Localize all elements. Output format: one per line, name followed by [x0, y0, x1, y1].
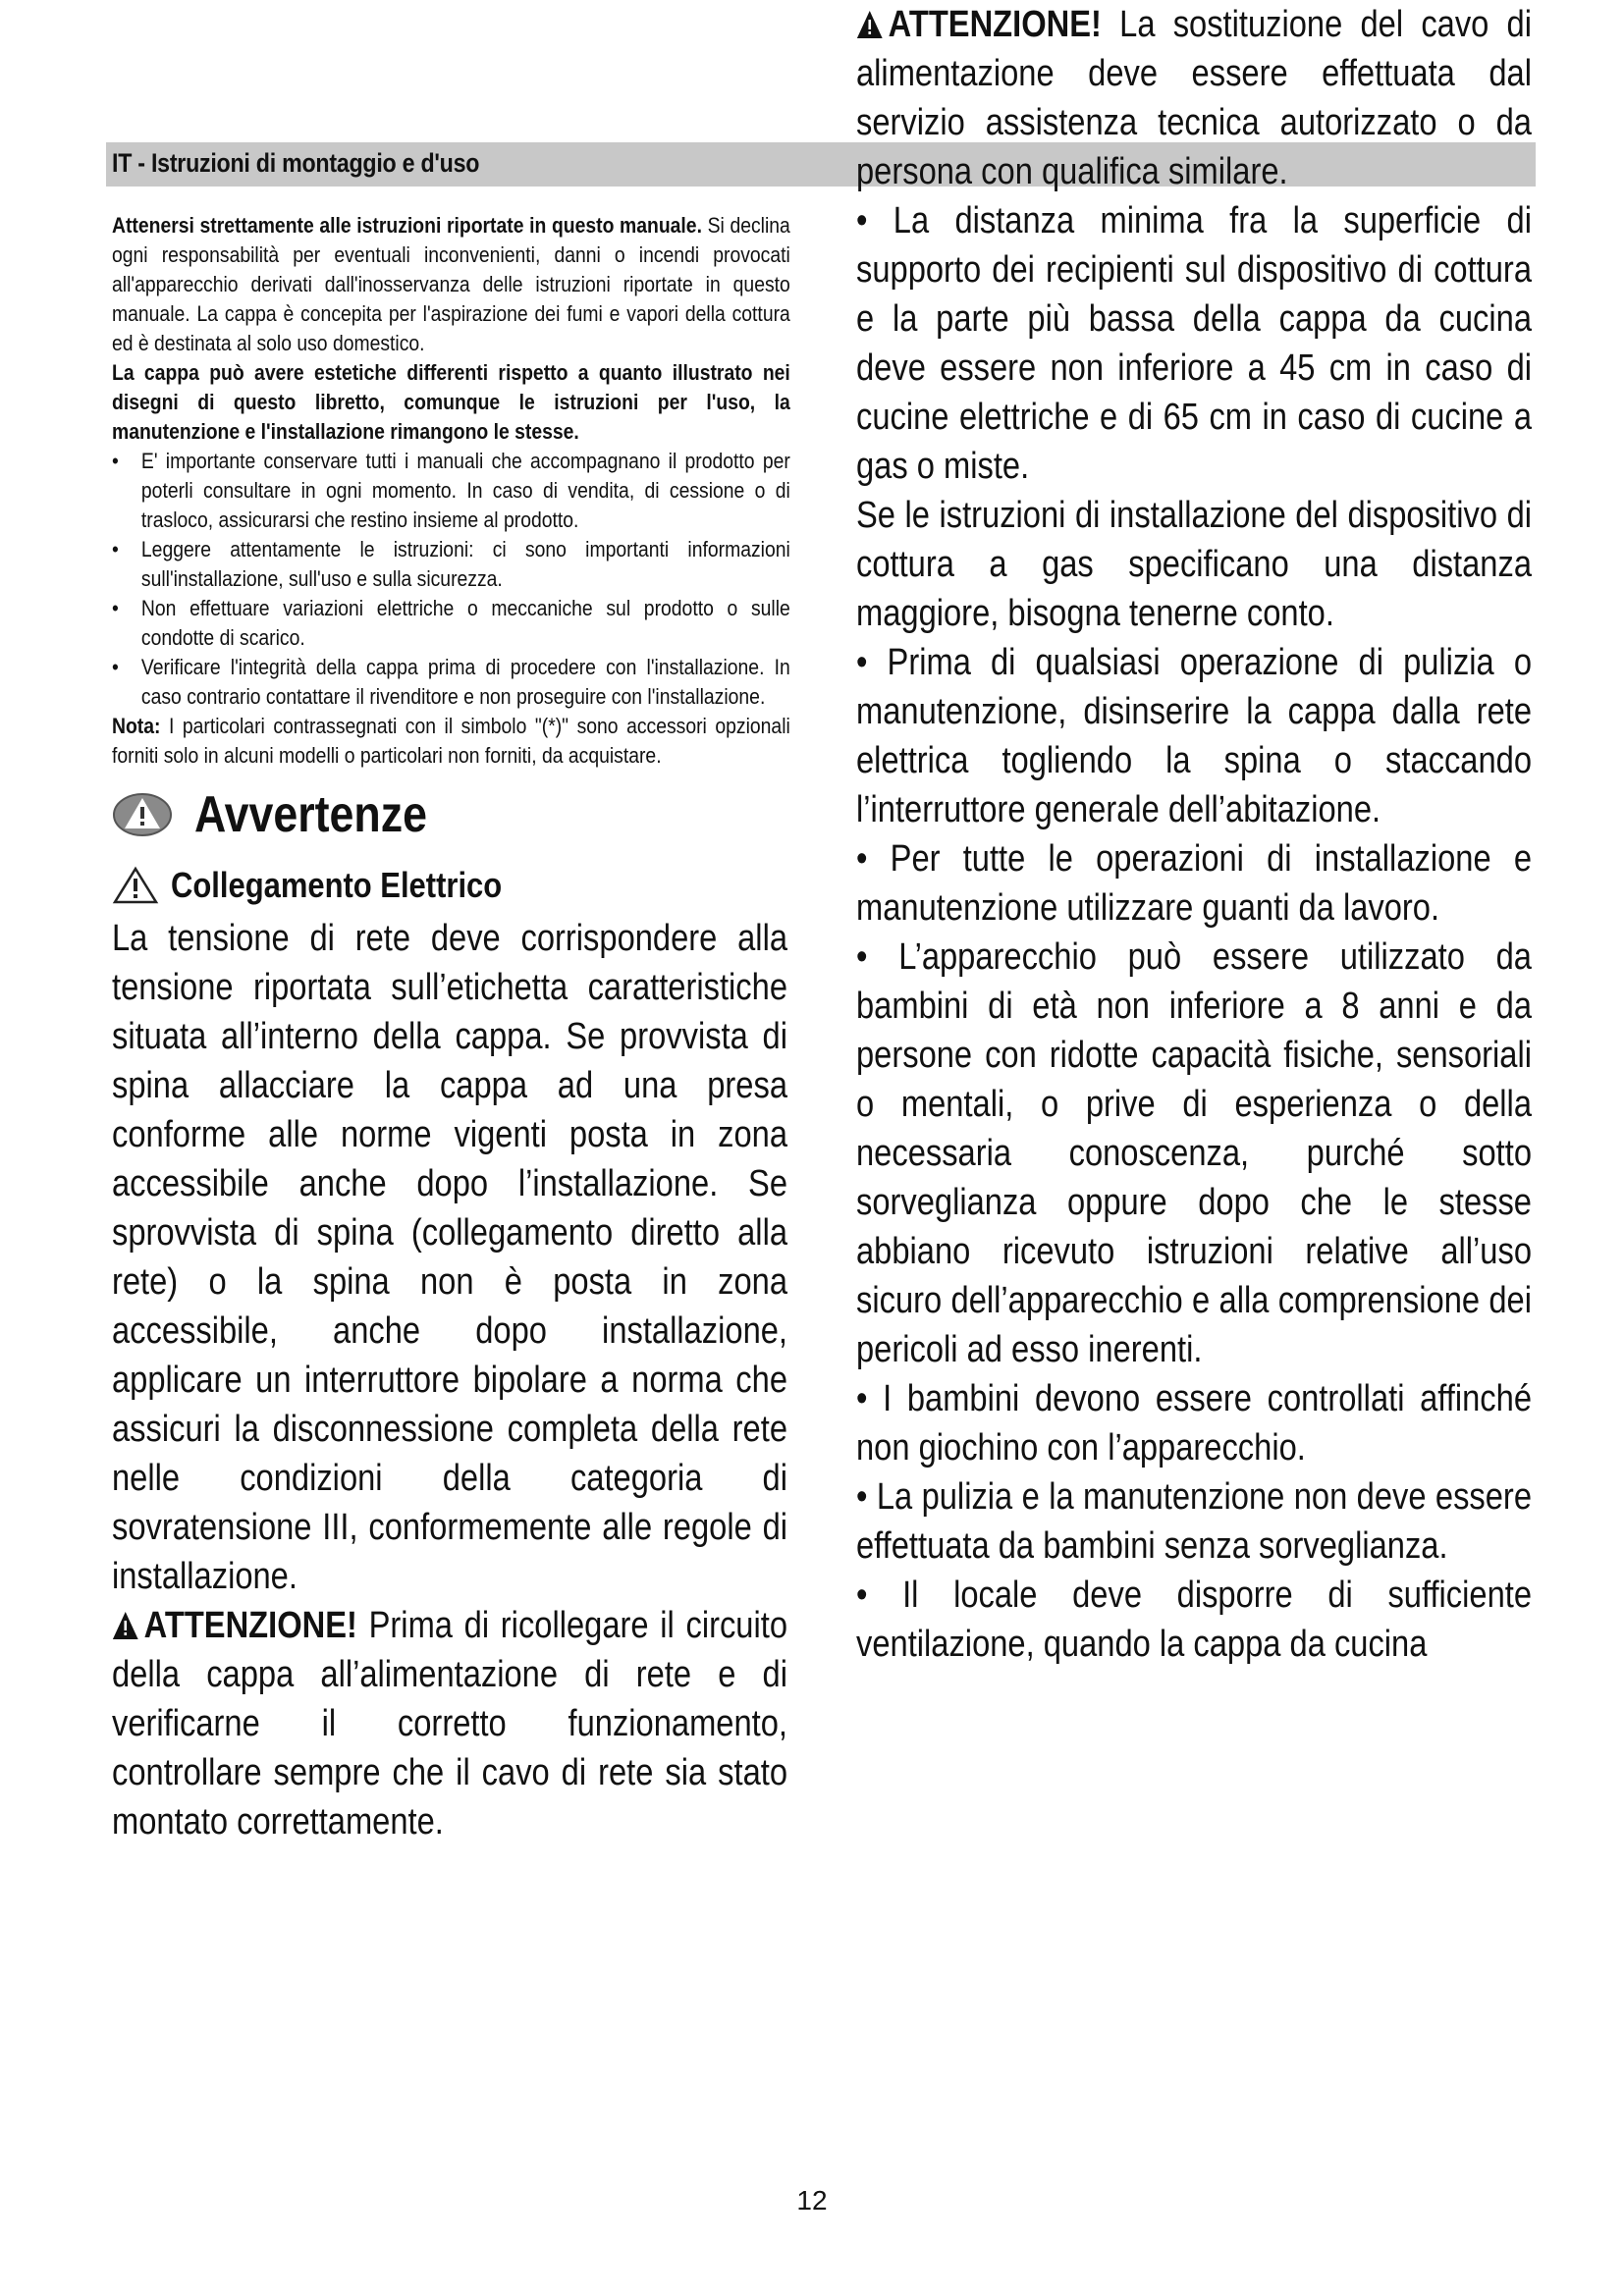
alert-triangle-icon — [856, 10, 884, 39]
list-item: • Prima di qualsiasi operazione di pulizia o manutenzione, disinserire la cappa dalla rete elettrica togliendo la spina o staccando l’interruttore generale dell’abitazione. — [856, 642, 1532, 830]
right-column — [856, 4, 1532, 1669]
list-item: • L’apparecchio può essere utilizzato da bambini di età non inferiore a 8 anni e da persone con ridotte capacità fisiche, sensoriali o mentali, o prive di esperienza o della necessaria conoscenza, purché sotto sorveglianza oppure dopo che le stesse abbiano ricevuto istruzioni relative all’uso sicuro dell’apparecchio e alla comprensione dei pericoli ad esso inerenti. — [856, 936, 1532, 1370]
subsection-title-electric — [112, 857, 789, 914]
list-item-text: Verificare l'integrità della cappa prima di procedere con l'installazione. In caso contrario contattare il rivenditore e non proseguire con l'installazione. — [140, 655, 790, 709]
list-item-text: Leggere attentamente le istruzioni: ci sono importanti informazioni sull'installazione, sull'uso e sulla sicurezza. — [140, 537, 790, 591]
intro-bullet-list — [112, 447, 790, 712]
section-title-avvertenze — [112, 780, 789, 849]
header-title: IT - Istruzioni di montaggio e d'uso — [112, 148, 480, 178]
bullet-mark: • — [112, 596, 119, 620]
intro-p2-bold: La cappa può avere estetiche differenti rispetto a quanto illustrato nei disegni di questo libretto, comunque le istruzioni per l'uso, la manutenzione e l'installazione rimangono le stesse. — [112, 360, 790, 444]
bullet-mark: • — [112, 655, 119, 679]
left-column — [112, 211, 789, 1846]
list-item: • Il locale deve disporre di sufficiente ventilazione, quando la cappa da cucina — [856, 1575, 1532, 1665]
attention-text-2: La sostituzione del cavo di alimentazione deve essere effettuata dal servizio assistenza tecnica autorizzato o da persona con qualifica similare. — [856, 4, 1532, 192]
list-item — [112, 594, 790, 653]
warning-oval-icon — [112, 792, 173, 837]
electric-text: La tensione di rete deve corrispondere alla tensione riportata sull’etichetta caratteristiche situata all’interno della cappa. Se provvista di spina allacciare la cappa ad una presa conforme alle norme vigenti posta in zona accessibile anche dopo l’installazione. Se sprovvista di spina (collegamento diretto alla rete) o la spina non è posta in zona accessibile, anche dopo installazione, applicare un interruttore bipolare a norma che assicuri la disconnessione completa della rete nelle condizioni della categoria di sovratensione III, conformemente alle regole di installazione. — [112, 918, 787, 1597]
section-title-text: Avvertenze — [194, 786, 427, 843]
attention-paragraph-2 — [856, 0, 1532, 196]
nota-text: I particolari contrassegnati con il simbolo "(*)" sono accessori opzionali forniti solo in alcuni modelli o particolari non forniti, da acquistare. — [112, 714, 790, 768]
subsection-title-text: Collegamento Elettrico — [171, 865, 503, 905]
intro-section — [112, 211, 790, 771]
attention-paragraph-1 — [112, 1601, 787, 1846]
bullet-mark: • — [112, 537, 119, 561]
page-number: 12 — [796, 2185, 828, 2216]
bullet-mark: • — [112, 449, 119, 473]
list-item: • La pulizia e la manutenzione non deve essere effettuata da bambini senza sorveglianza. — [856, 1476, 1532, 1567]
intro-paragraph-1 — [112, 211, 790, 358]
attention-label: ATTENZIONE! — [888, 4, 1102, 45]
electric-section — [112, 914, 787, 1846]
list-item-text: Non effettuare variazioni elettriche o meccaniche sul prodotto o sulle condotte di scarico. — [140, 596, 790, 650]
list-item — [112, 535, 790, 594]
list-item-text: E' importante conservare tutti i manuali che accompagnano il prodotto per poterli consultare in ogni momento. In caso di vendita, di cessione o di trasloco, assicurarsi che restino insieme al prodotto. — [140, 449, 790, 532]
attention-label: ATTENZIONE! — [143, 1605, 357, 1646]
list-item: • I bambini devono essere controllati affinché non giochino con l’apparecchio. — [856, 1378, 1532, 1468]
alert-triangle-icon — [112, 1611, 139, 1640]
warning-triangle-icon — [112, 866, 159, 905]
attention-text-1: Prima di ricollegare il circuito della cappa all’alimentazione di rete e di verificarne il corretto funzionamento, controllare sempre che il cavo di rete sia stato montato correttamente. — [112, 1605, 787, 1842]
nota-paragraph — [112, 712, 790, 771]
list-item: • Per tutte le operazioni di installazione e manutenzione utilizzare guanti da lavoro. — [856, 838, 1532, 929]
intro-p1-bold: Attenersi strettamente alle istruzioni riportate in questo manuale. — [112, 213, 702, 238]
intro-p1-rest: Si declina ogni responsabilità per eventuali inconvenienti, danni o incendi provocati all'apparecchio derivati dall'inosservanza delle istruzioni riportate in questo manuale. La cappa è concepita per l'aspirazione dei fumi e vapori della cottura ed è destinata al solo uso domestico. — [112, 213, 790, 355]
distance-paragraph: • La distanza minima fra la superficie di supporto dei recipienti sul dispositivo di cottura e la parte più bassa della cappa da cucina deve essere non inferiore a 45 cm in caso di cucine elettriche e di 65 cm in caso di cucine a gas o miste. — [856, 200, 1532, 487]
nota-label: Nota: — [112, 714, 161, 738]
gas-paragraph: Se le istruzioni di installazione del dispositivo di cottura a gas specificano una distanza maggiore, bisogna tenerne conto. — [856, 495, 1532, 634]
intro-paragraph-2 — [112, 358, 790, 447]
attention-section-2 — [856, 0, 1532, 1669]
list-item — [112, 653, 790, 712]
list-item — [112, 447, 790, 535]
